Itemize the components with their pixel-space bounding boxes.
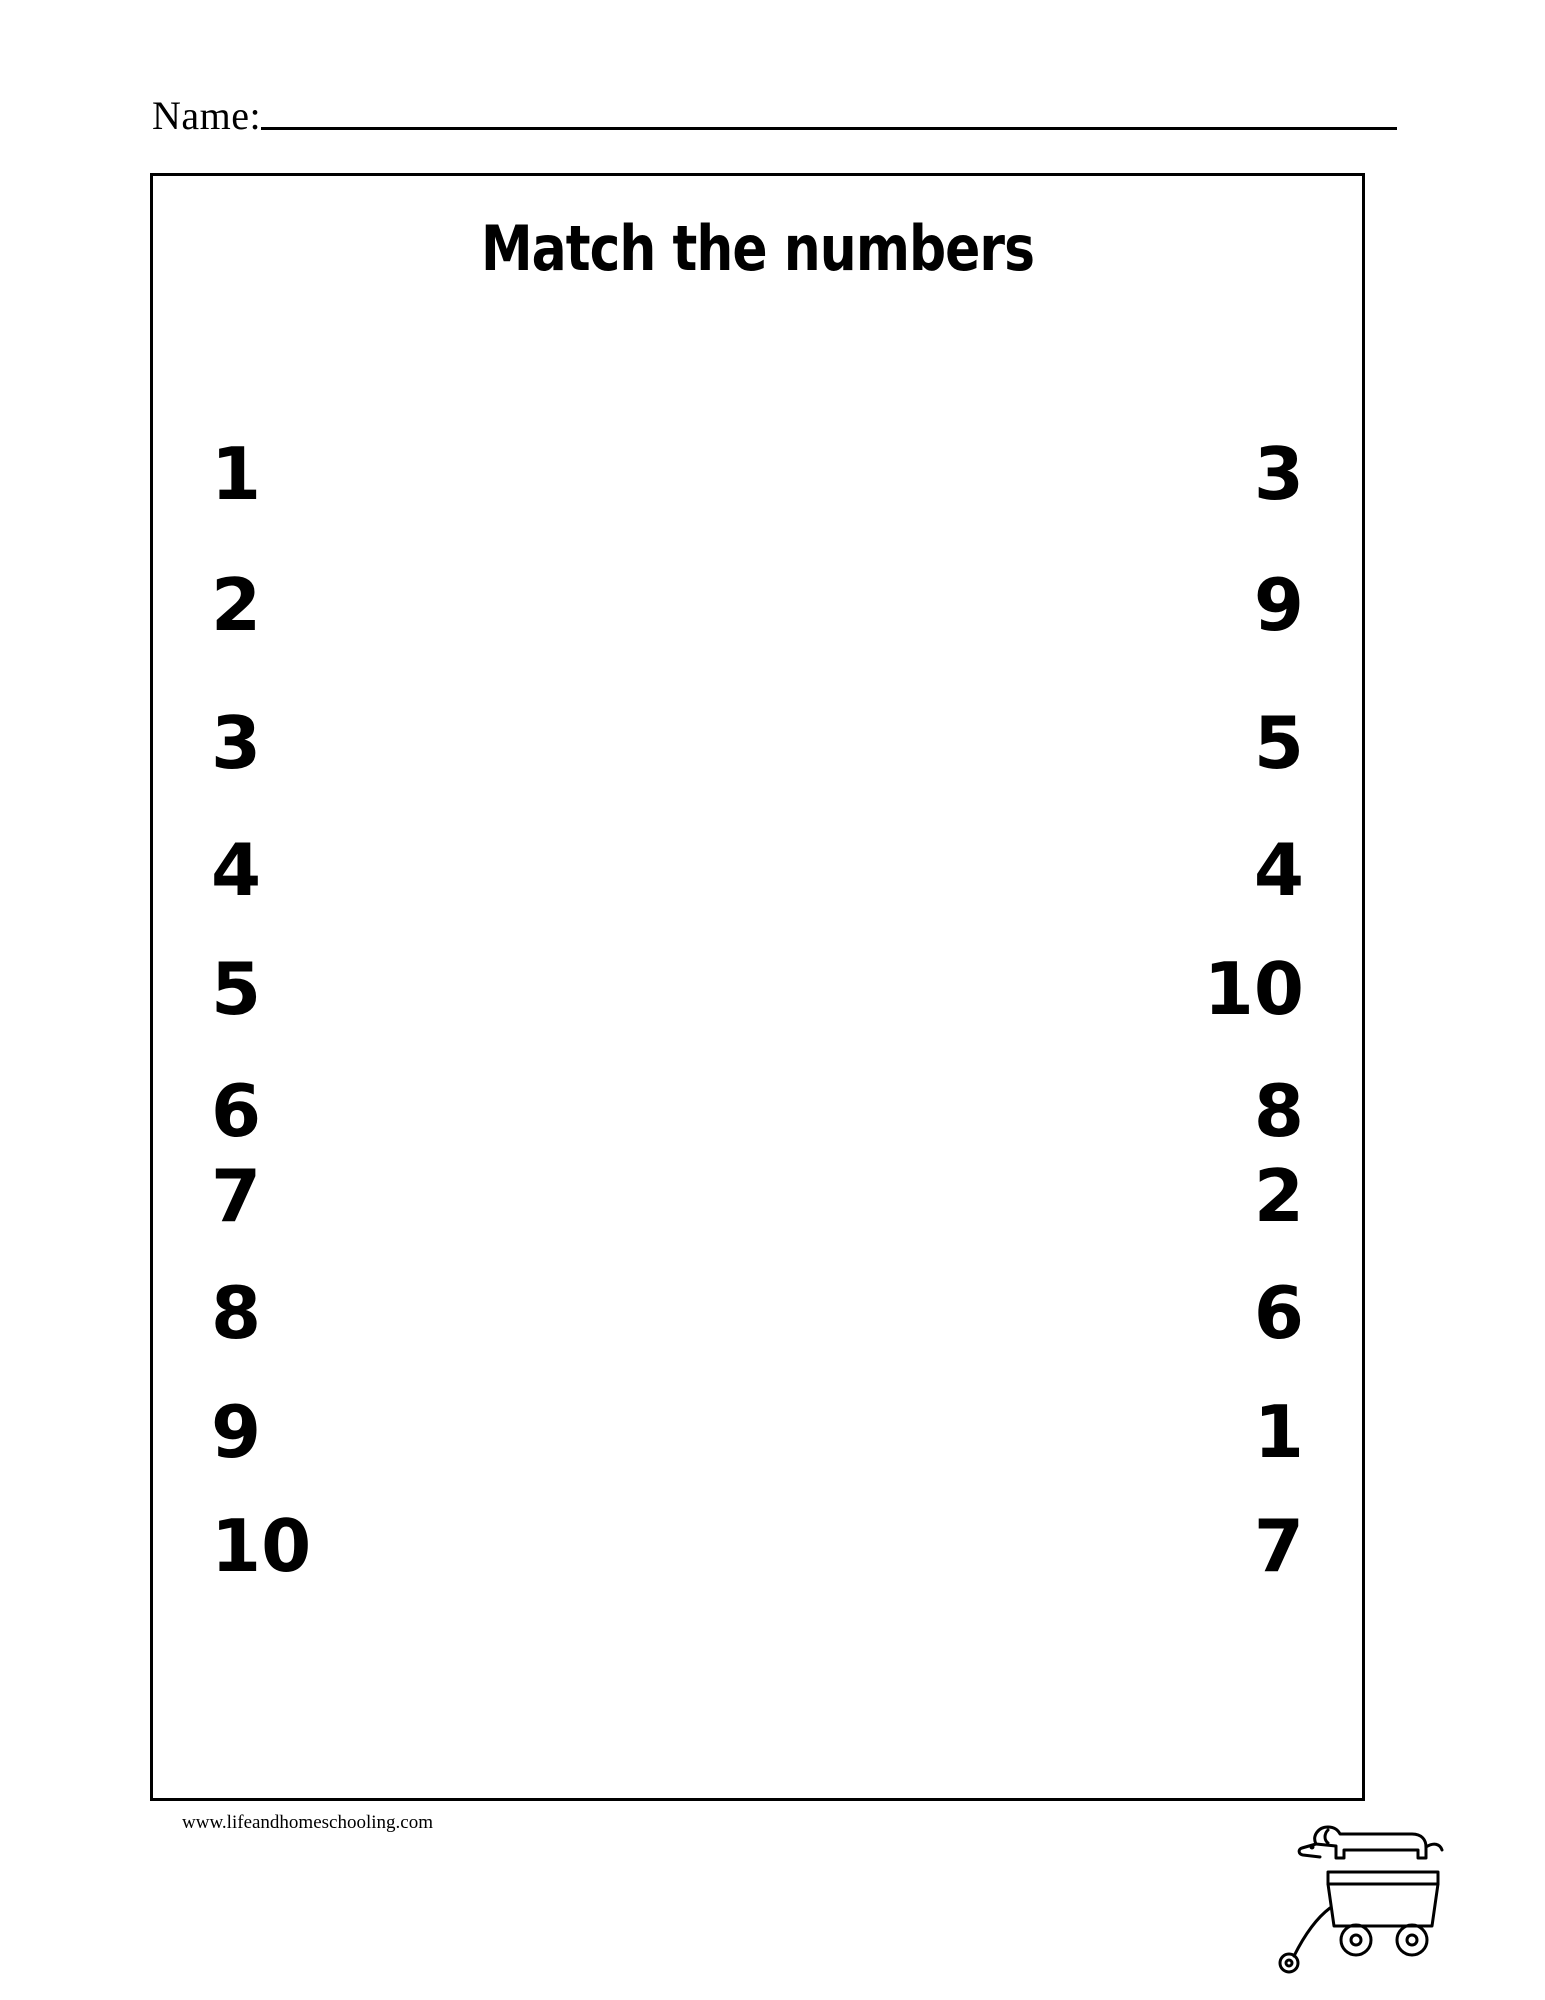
right-number[interactable]: 7: [1253, 1504, 1304, 1589]
right-number[interactable]: 10: [1203, 946, 1304, 1031]
left-number[interactable]: 7: [211, 1153, 262, 1238]
left-number[interactable]: 5: [211, 946, 262, 1031]
page-title: Match the numbers: [480, 212, 1035, 285]
left-number[interactable]: 2: [211, 563, 262, 648]
right-number[interactable]: 8: [1253, 1068, 1304, 1153]
name-label: Name:: [152, 93, 262, 138]
right-number[interactable]: 3: [1253, 431, 1304, 516]
left-number[interactable]: 10: [211, 1504, 312, 1589]
name-write-line[interactable]: [261, 127, 1397, 130]
left-number[interactable]: 1: [211, 431, 262, 516]
dog-on-wagon-doodle: [1272, 1800, 1452, 1980]
match-columns: [153, 386, 1362, 1738]
site-url: www.lifeandhomeschooling.com: [182, 1812, 433, 1833]
right-number[interactable]: 1: [1253, 1390, 1304, 1475]
worksheet-frame: [150, 173, 1365, 1801]
right-number[interactable]: 9: [1253, 563, 1304, 648]
left-number[interactable]: 4: [211, 828, 262, 913]
left-number[interactable]: 8: [211, 1271, 262, 1356]
right-number[interactable]: 5: [1253, 700, 1304, 785]
left-number[interactable]: 6: [211, 1068, 262, 1153]
right-number[interactable]: 4: [1253, 828, 1304, 913]
left-number[interactable]: 3: [211, 700, 262, 785]
left-number[interactable]: 9: [211, 1390, 262, 1475]
right-number[interactable]: 2: [1253, 1153, 1304, 1238]
name-field-row: [152, 93, 1397, 138]
right-number[interactable]: 6: [1253, 1271, 1304, 1356]
